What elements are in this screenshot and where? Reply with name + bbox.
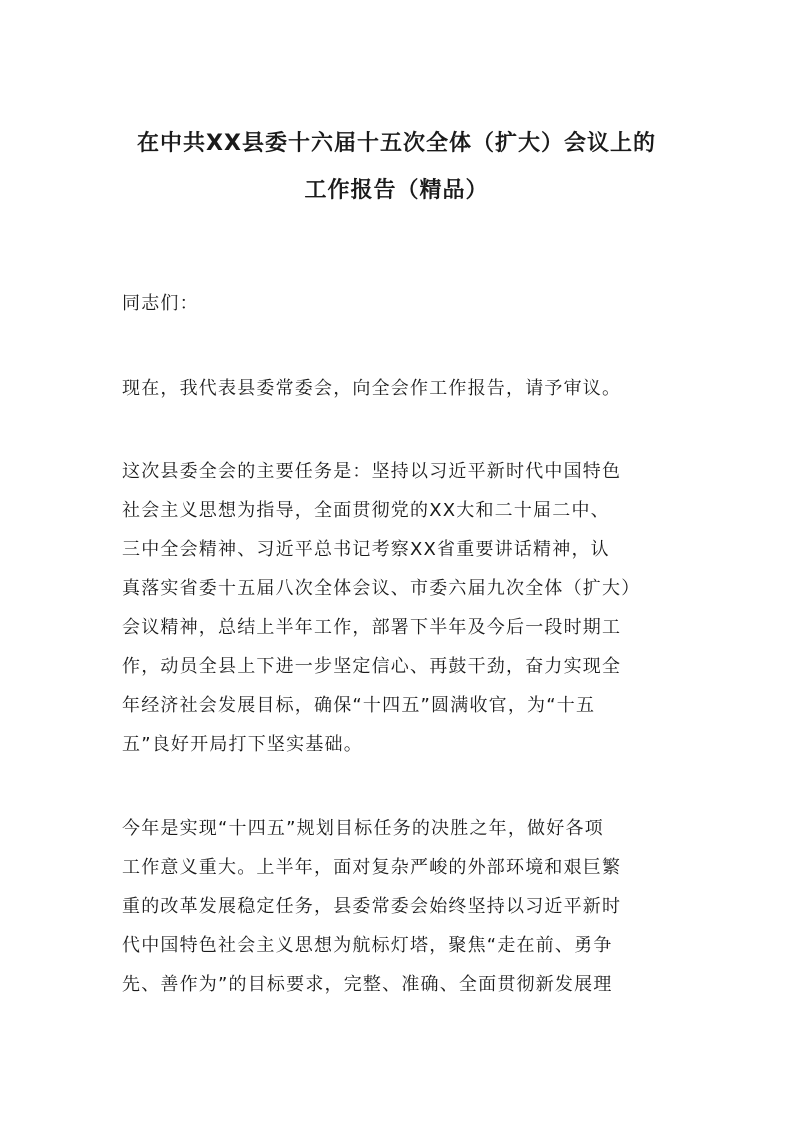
- paragraph-2-line-1: 这次县委全会的主要任务是：坚持以习近平新时代中国特色: [122, 461, 622, 482]
- paragraph-2-line-8: 五”良好开局打下坚实基础。: [122, 734, 363, 755]
- paragraph-2-line-3: 三中全会精神、习近平总书记考察XX省重要讲话精神，认: [122, 539, 610, 560]
- paragraph-2-line-2: 社会主义思想为指导，全面贯彻党的XX大和二十届二中、: [122, 500, 610, 521]
- paragraph-1-line-1: 现在，我代表县委常委会，向全会作工作报告，请予审议。: [122, 378, 622, 399]
- paragraph-3-line-4: 代中国特色社会主义思想为航标灯塔，聚焦“走在前、勇争: [122, 935, 613, 956]
- report-title-line-2: 工作报告（精品）: [304, 178, 489, 203]
- paragraph-3-line-3: 重的改革发展稳定任务，县委常委会始终坚持以习近平新时: [122, 896, 622, 917]
- salutation: 同志们：: [122, 293, 199, 314]
- report-title-line-1: 在中共XX县委十六届十五次全体（扩大）会议上的: [137, 131, 656, 156]
- paragraph-2-line-5: 会议精神，总结上半年工作，部署下半年及今后一段时期工: [122, 617, 622, 638]
- paragraph-3-line-5: 先、善作为”的目标要求，完整、准确、全面贯彻新发展理: [122, 974, 613, 995]
- paragraph-2-line-7: 年经济社会发展目标，确保“十四五”圆满收官，为“十五: [122, 695, 596, 716]
- paragraph-3-line-1: 今年是实现“十四五”规划目标任务的决胜之年，做好各项: [122, 818, 604, 839]
- paragraph-3-line-2: 工作意义重大。上半年，面对复杂严峻的外部环境和艰巨繁: [122, 857, 622, 878]
- paragraph-2-line-4: 真落实省委十五届八次全体会议、市委六届九次全体（扩大）: [122, 578, 641, 599]
- paragraph-2-line-6: 作，动员全县上下进一步坚定信心、再鼓干劲，奋力实现全: [122, 656, 622, 677]
